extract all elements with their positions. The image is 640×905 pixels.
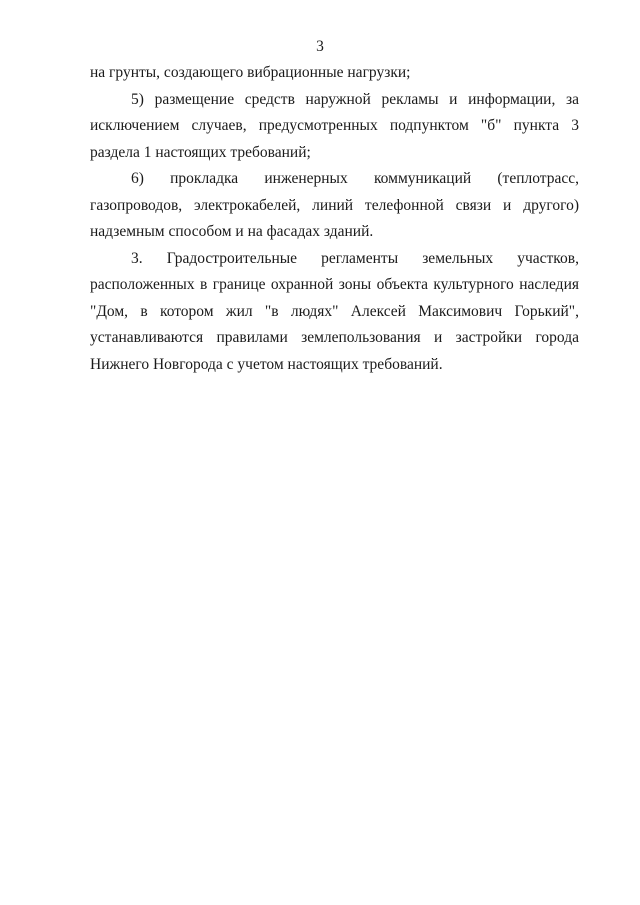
paragraph-continuation: на грунты, создающего вибрационные нагрузки; bbox=[90, 64, 411, 81]
paragraph-item-5-advertising: 5) размещение средств наружной рекламы и информации, за исключением случаев, предусмотренных подпунктом "б" пункта 3 раздела 1 настоящих требований; bbox=[90, 90, 579, 161]
paragraph-item-6-utilities: 6) прокладка инженерных коммуникаций (теплотрасс, газопроводов, электрокабелей, линий телефонной связи и другого) надземным способом и на фасадах зданий. bbox=[90, 170, 579, 240]
document-body bbox=[90, 60, 579, 378]
page-number: 3 bbox=[316, 38, 324, 55]
paragraph-section-3-regulations: 3. Градостроительные регламенты земельных участков, расположенных в границе охранной зоны объекта культурного наследия "Дом, в котором жил "в людях" Алексей Максимович Горький", устанавливаются правилами землепользования и застройки города Нижнего Новгорода с учетом настоящих требований. bbox=[90, 249, 579, 373]
